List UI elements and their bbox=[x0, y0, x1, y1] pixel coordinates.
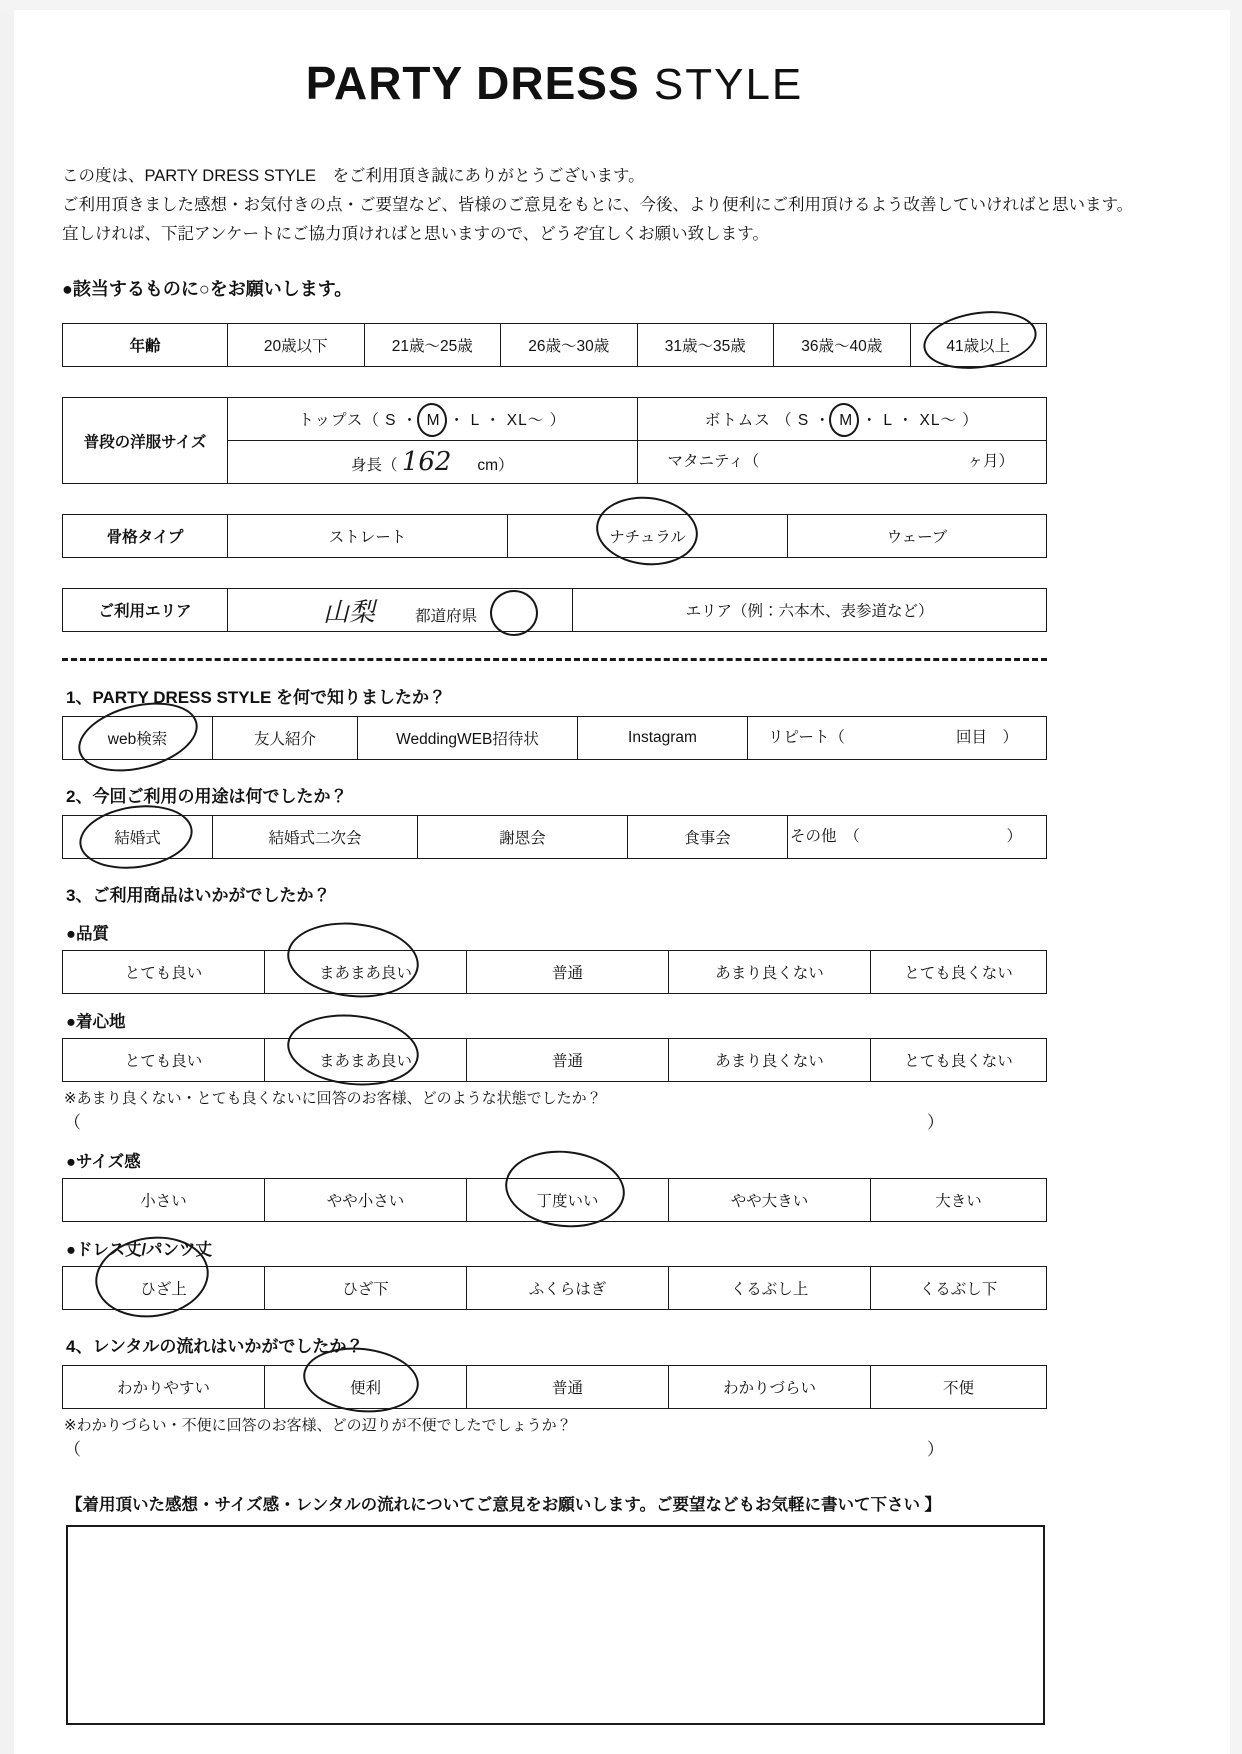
q1-repeat-label: リピート（ bbox=[768, 728, 845, 746]
q1-option-2[interactable]: WeddingWEB招待状 bbox=[358, 717, 578, 760]
q1-option-3[interactable]: Instagram bbox=[578, 717, 748, 760]
q2-option-2[interactable]: 謝恩会 bbox=[418, 816, 628, 859]
prefecture-value: 山梨 bbox=[322, 597, 375, 628]
height-label: 身長（ bbox=[351, 457, 398, 474]
table-row bbox=[63, 717, 1047, 760]
q3-fit-subhead: ●サイズ感 bbox=[66, 1153, 141, 1171]
height-unit: cm） bbox=[477, 457, 514, 474]
age-option-1[interactable]: 21歳～25歳 bbox=[364, 324, 501, 367]
q3-quality-option-1-label: まあまあ良い bbox=[318, 965, 412, 982]
table-row bbox=[63, 398, 1047, 441]
bottoms-suffix: ・ L ・ XL～ ） bbox=[856, 412, 979, 429]
free-comment-box[interactable] bbox=[66, 1525, 1045, 1725]
q3-quality-table bbox=[62, 950, 1047, 994]
table-row bbox=[63, 515, 1047, 558]
height-cell[interactable] bbox=[228, 441, 638, 484]
q1-heading: 1、PARTY DRESS STYLE を何で知りましたか？ bbox=[66, 688, 447, 707]
area-table bbox=[62, 588, 1047, 632]
q3-length-option-1[interactable]: ひざ下 bbox=[265, 1267, 467, 1310]
table-row bbox=[63, 589, 1047, 632]
body-type-table bbox=[62, 514, 1047, 558]
height-value: 162 bbox=[401, 447, 452, 477]
q4-option-1-label: 便利 bbox=[349, 1380, 381, 1397]
scan-edge-top bbox=[0, 0, 1242, 10]
clothing-size-label: 普段の洋服サイズ bbox=[63, 398, 228, 484]
q2-other-close: ） bbox=[1006, 827, 1022, 845]
age-option-3[interactable]: 31歳～35歳 bbox=[637, 324, 774, 367]
q3-fit-table bbox=[62, 1178, 1047, 1222]
intro-line-2: ご利用頂きました感想・お気付きの点・ご要望など、皆様のご意見をもとに、今後、より便利にご利用頂けるよう改善していければと思います。 bbox=[62, 196, 1134, 214]
instruction-line: ●該当するものに○をお願いします。 bbox=[62, 279, 353, 299]
q3-comfort-table bbox=[62, 1038, 1047, 1082]
q3-length-option-4[interactable]: くるぶし下 bbox=[871, 1267, 1047, 1310]
q3-comfort-paren-close: ） bbox=[927, 1113, 944, 1132]
q4-paren-close: ） bbox=[927, 1440, 944, 1459]
q3-quality-option-2[interactable]: 普通 bbox=[467, 951, 669, 994]
q3-quality-option-4[interactable]: とても良くない bbox=[871, 951, 1047, 994]
body-type-option-2[interactable]: ウェーブ bbox=[788, 515, 1047, 558]
intro-line-3: 宜しければ、下記アンケートにご協力頂ければと思いますので、どうぞ宜しくお願い致します。 bbox=[62, 225, 769, 243]
q3-comfort-option-3[interactable]: あまり良くない bbox=[669, 1039, 871, 1082]
scan-edge-left bbox=[0, 0, 14, 1754]
q2-option-0[interactable] bbox=[63, 816, 213, 859]
q3-comfort-option-1[interactable] bbox=[265, 1039, 467, 1082]
q3-heading: 3、ご利用商品はいかがでしたか？ bbox=[66, 886, 331, 905]
q2-other-cell[interactable] bbox=[788, 816, 1047, 859]
q3-length-option-0[interactable] bbox=[63, 1267, 265, 1310]
table-row bbox=[63, 324, 1047, 367]
tops-suffix: ・ L ・ XL～ ） bbox=[443, 412, 567, 429]
q2-option-0-label: 結婚式 bbox=[114, 830, 161, 847]
scan-edge-right bbox=[1230, 0, 1242, 1754]
age-option-4[interactable]: 36歳～40歳 bbox=[774, 324, 911, 367]
q3-quality-option-3[interactable]: あまり良くない bbox=[669, 951, 871, 994]
clothing-size-table bbox=[62, 397, 1047, 484]
q2-other-label: その他 （ bbox=[790, 827, 860, 845]
q3-fit-option-2-label: 丁度いい bbox=[536, 1193, 599, 1210]
body-type-option-1[interactable] bbox=[508, 515, 788, 558]
q3-comfort-option-4[interactable]: とても良くない bbox=[871, 1039, 1047, 1082]
body-type-label: 骨格タイプ bbox=[63, 515, 228, 558]
q1-option-0[interactable] bbox=[63, 717, 213, 760]
q4-table bbox=[62, 1365, 1047, 1409]
age-option-2[interactable]: 26歳～30歳 bbox=[501, 324, 638, 367]
bottoms-prefix: ボトムス （ S ・ bbox=[704, 412, 837, 429]
age-table bbox=[62, 323, 1047, 367]
q3-comfort-note-block bbox=[64, 1088, 1047, 1134]
q3-quality-subhead: ●品質 bbox=[66, 925, 109, 943]
prefecture-label: 都道府県 bbox=[415, 607, 478, 625]
q2-option-1[interactable]: 結婚式二次会 bbox=[213, 816, 418, 859]
brand-title-bold: PARTY DRESS bbox=[305, 57, 640, 109]
free-comment-heading: 【着用頂いた感想・サイズ感・レンタルの流れについてご意見をお願いします。ご要望などもお気軽に書いて下さい 】 bbox=[66, 1496, 942, 1514]
tops-selected-size: M bbox=[424, 412, 444, 430]
q4-option-0[interactable]: わかりやすい bbox=[63, 1366, 265, 1409]
q2-table bbox=[62, 815, 1047, 859]
q3-quality-option-0[interactable]: とても良い bbox=[63, 951, 265, 994]
q1-table bbox=[62, 716, 1047, 760]
maternity-unit: ヶ月） bbox=[967, 452, 1014, 470]
q3-comfort-option-1-label: まあまあ良い bbox=[318, 1053, 412, 1070]
q3-length-subhead: ●ドレス丈/パンツ丈 bbox=[66, 1241, 213, 1259]
table-row bbox=[63, 1366, 1047, 1409]
q2-heading: 2、今回ご利用の用途は何でしたか？ bbox=[66, 787, 348, 806]
table-row bbox=[63, 1179, 1047, 1222]
bottoms-selected-size: M bbox=[836, 412, 856, 430]
q1-option-0-label: web検索 bbox=[107, 731, 168, 748]
q3-comfort-option-2[interactable]: 普通 bbox=[467, 1039, 669, 1082]
q1-option-1[interactable]: 友人紹介 bbox=[213, 717, 358, 760]
intro-line-1: この度は、PARTY DRESS STYLE をご利用頂き誠にありがとうございます。 bbox=[62, 167, 645, 185]
bottoms-size-cell[interactable] bbox=[637, 398, 1047, 441]
q3-length-table bbox=[62, 1266, 1047, 1310]
q3-quality-option-1[interactable] bbox=[265, 951, 467, 994]
tops-prefix: トップス（ S ・ bbox=[298, 412, 424, 429]
table-row bbox=[63, 951, 1047, 994]
q4-option-2[interactable]: 普通 bbox=[467, 1366, 669, 1409]
area-label: ご利用エリア bbox=[63, 589, 228, 632]
q3-comfort-note: ※あまり良くない・とても良くないに回答のお客様、どのような状態でしたか？ bbox=[64, 1090, 602, 1107]
q4-option-4[interactable]: 不便 bbox=[871, 1366, 1047, 1409]
q3-fit-option-0[interactable]: 小さい bbox=[63, 1179, 265, 1222]
section-divider bbox=[62, 658, 1047, 661]
q3-fit-option-1[interactable]: やや小さい bbox=[265, 1179, 467, 1222]
q4-heading: 4、レンタルの流れはいかがでしたか？ bbox=[66, 1337, 364, 1356]
q3-comfort-option-0[interactable]: とても良い bbox=[63, 1039, 265, 1082]
q1-repeat-unit: 回目 ） bbox=[955, 728, 1018, 746]
q4-paren-open: （ bbox=[64, 1440, 81, 1459]
q4-note: ※わかりづらい・不便に回答のお客様、どの辺りが不便でしたでしょうか？ bbox=[64, 1417, 572, 1434]
maternity-label: マタニティ（ bbox=[667, 452, 760, 470]
age-option-5[interactable] bbox=[910, 324, 1047, 367]
age-option-0[interactable]: 20歳以下 bbox=[228, 324, 365, 367]
handwritten-circle-prefecture bbox=[490, 590, 538, 636]
tops-size-cell[interactable] bbox=[228, 398, 638, 441]
q4-option-3[interactable]: わかりづらい bbox=[669, 1366, 871, 1409]
age-option-5-label: 41歳以上 bbox=[946, 338, 1011, 355]
q3-comfort-subhead: ●着心地 bbox=[66, 1013, 126, 1031]
intro-paragraph bbox=[62, 162, 1134, 249]
q3-comfort-answer-field[interactable] bbox=[64, 1112, 944, 1134]
q3-fit-option-3[interactable]: やや大きい bbox=[669, 1179, 871, 1222]
age-label: 年齢 bbox=[63, 324, 228, 367]
q4-option-1[interactable] bbox=[265, 1366, 467, 1409]
area-detail-cell[interactable]: エリア（例：六本木、表参道など） bbox=[573, 589, 1047, 632]
q4-answer-field[interactable] bbox=[64, 1439, 944, 1461]
table-row bbox=[63, 816, 1047, 859]
body-type-option-0[interactable]: ストレート bbox=[228, 515, 508, 558]
brand-title bbox=[62, 56, 1047, 110]
prefecture-cell[interactable] bbox=[228, 589, 573, 632]
table-row bbox=[63, 1039, 1047, 1082]
q3-fit-option-2[interactable] bbox=[467, 1179, 669, 1222]
q1-repeat-cell[interactable] bbox=[748, 717, 1047, 760]
table-row bbox=[63, 1267, 1047, 1310]
q3-fit-option-4[interactable]: 大きい bbox=[871, 1179, 1047, 1222]
brand-title-light: STYLE bbox=[639, 60, 804, 109]
q4-note-block bbox=[64, 1415, 1047, 1461]
body-type-option-1-label: ナチュラル bbox=[609, 529, 686, 546]
maternity-cell[interactable] bbox=[637, 441, 1047, 484]
q3-length-option-3[interactable]: くるぶし上 bbox=[669, 1267, 871, 1310]
q3-comfort-paren-open: （ bbox=[64, 1113, 81, 1132]
q3-length-option-0-label: ひざ上 bbox=[140, 1281, 187, 1298]
q2-option-3[interactable]: 食事会 bbox=[628, 816, 788, 859]
q3-length-option-2[interactable]: ふくらはぎ bbox=[467, 1267, 669, 1310]
